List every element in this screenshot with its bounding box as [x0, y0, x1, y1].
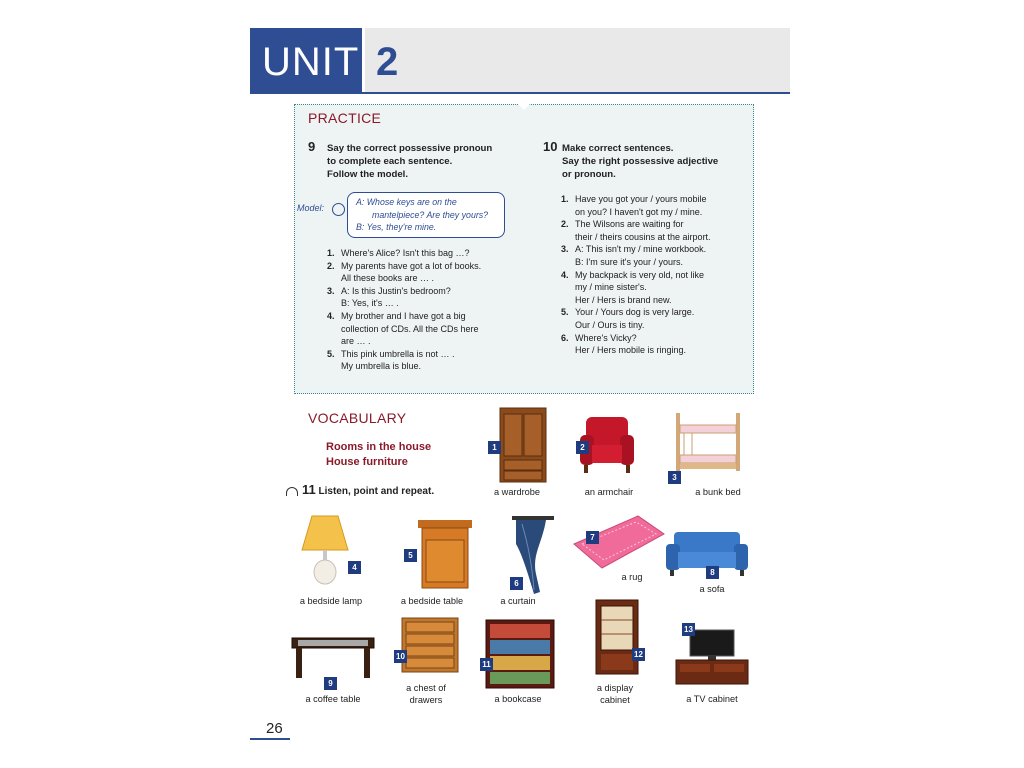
- item-line: collection of CDs. All the CDs here: [341, 323, 479, 334]
- item-number: 5.: [327, 348, 335, 359]
- list-item: [327, 285, 517, 310]
- unit-word: UNIT: [262, 40, 360, 84]
- instruction-line: or pronoun.: [562, 169, 616, 180]
- subtitle-furniture: House furniture: [326, 456, 408, 468]
- item-line: My parents have got a lot of books.: [341, 260, 482, 271]
- exercise-11: [286, 482, 434, 497]
- item-line: Her / Hers is brand new.: [575, 294, 672, 305]
- caption-bookcase: a bookcase: [494, 694, 542, 704]
- exercise-10-instruction: [562, 142, 718, 181]
- item-line: A: This isn't my / mine workbook.: [575, 244, 707, 255]
- exercise-9-instruction: [327, 142, 492, 181]
- item-number: 1.: [327, 248, 335, 258]
- instruction-line: Say the correct possessive pronoun: [327, 143, 493, 154]
- exercise-10-items: [561, 193, 751, 357]
- practice-box: [294, 104, 754, 394]
- item-line: My umbrella is blue.: [341, 361, 422, 372]
- item-number: 2.: [561, 219, 569, 230]
- subtitle-rooms: Rooms in the house: [326, 441, 432, 453]
- exercise-11-instruction: Listen, point and repeat.: [318, 486, 435, 497]
- list-item: [327, 348, 517, 373]
- item-badge: 1: [488, 441, 501, 454]
- item-number: 4.: [327, 310, 335, 321]
- item-line: Where's Vicky?: [575, 332, 637, 343]
- list-item: [327, 310, 517, 348]
- unit-number: 2: [376, 40, 399, 84]
- coffee-table-image: [290, 636, 376, 680]
- vocabulary-subtitles: [326, 440, 431, 470]
- item-number: 4.: [561, 269, 569, 280]
- item-line: Our / Ours is tiny.: [575, 319, 645, 330]
- item-line: B: I'm sure it's your / yours.: [575, 256, 683, 267]
- instruction-line: to complete each sentence.: [327, 156, 453, 167]
- instruction-line: Make correct sentences.: [562, 143, 674, 154]
- list-item: [327, 260, 517, 285]
- item-badge: 11: [480, 658, 493, 671]
- header-rule: [250, 92, 790, 94]
- caption-tv-cabinet: a TV cabinet: [686, 694, 738, 704]
- list-item: [561, 306, 751, 331]
- item-badge: 12: [632, 648, 645, 661]
- item-line: Have you got your / yours mobile: [575, 194, 707, 204]
- item-badge: 4: [348, 561, 361, 574]
- item-badge: 13: [682, 623, 695, 636]
- practice-box-notch: [514, 100, 534, 110]
- item-number: 3.: [561, 244, 569, 255]
- bunk-bed-image: [674, 411, 742, 473]
- caption-curtain: a curtain: [500, 596, 536, 606]
- chest-of-drawers-image: [400, 616, 460, 674]
- caption-wardrobe: a wardrobe: [494, 487, 540, 497]
- model-speech-bubble: [347, 192, 505, 238]
- caption-coffee-table: a coffee table: [305, 694, 361, 704]
- item-line: Her / Hers mobile is ringing.: [575, 345, 687, 356]
- page-number-rule: [250, 738, 290, 740]
- item-badge: 8: [706, 566, 719, 579]
- exercise-9-number: 9: [308, 139, 316, 154]
- item-line: are … .: [341, 336, 371, 347]
- item-line: on you? I haven't got my / mine.: [575, 206, 703, 217]
- item-line: Where's Alice? Isn't this bag …?: [341, 248, 470, 258]
- item-line: their / theirs cousins at the airport.: [575, 231, 711, 242]
- item-number: 6.: [561, 332, 569, 343]
- list-item: [561, 218, 751, 243]
- list-item: [561, 332, 751, 357]
- caption-sofa: a sofa: [699, 584, 725, 594]
- item-line: B: Yes, it's … .: [341, 298, 399, 309]
- exercise-9-items: [327, 247, 517, 373]
- caption-line: a display: [596, 683, 634, 693]
- item-line: All these books are … .: [341, 273, 435, 284]
- model-line: A: Whose keys are on the: [356, 197, 457, 207]
- model-line: B: Yes, they're mine.: [356, 222, 437, 232]
- exercise-11-number: 11: [302, 482, 316, 497]
- item-number: 1.: [561, 194, 569, 204]
- item-line: This pink umbrella is not … .: [341, 348, 455, 359]
- caption-line: drawers: [409, 695, 443, 705]
- item-line: My backpack is very old, not like: [575, 269, 705, 280]
- unit-separator: [362, 28, 365, 92]
- wardrobe-image: [498, 406, 548, 486]
- tv-cabinet-image: [674, 628, 750, 688]
- unit-label-box: [250, 28, 362, 92]
- item-line: The Wilsons are waiting for: [575, 219, 684, 230]
- practice-title: PRACTICE: [308, 110, 382, 126]
- item-badge: 7: [586, 531, 599, 544]
- caption-display-cabinet: [584, 682, 646, 706]
- model-label: Model:: [297, 203, 325, 213]
- item-number: 3.: [327, 285, 335, 296]
- exercise-10-number: 10: [543, 139, 558, 154]
- list-item: [327, 247, 517, 260]
- display-cabinet-image: [594, 598, 640, 676]
- headphones-icon[interactable]: [286, 487, 298, 496]
- speech-icon: [332, 203, 345, 216]
- item-line: my / mine sister's.: [575, 282, 647, 293]
- caption-bedside-table: a bedside table: [400, 596, 464, 606]
- bedside-lamp-image: [298, 514, 352, 588]
- bedside-table-image: [416, 518, 474, 592]
- item-badge: 6: [510, 577, 523, 590]
- item-number: 2.: [327, 260, 335, 271]
- textbook-page: [250, 28, 792, 746]
- caption-armchair: an armchair: [584, 487, 634, 497]
- item-badge: 10: [394, 650, 407, 663]
- item-line: A: Is this Justin's bedroom?: [341, 285, 451, 296]
- list-item: [561, 269, 751, 307]
- caption-bedside-lamp: a bedside lamp: [299, 596, 363, 606]
- item-line: My brother and I have got a big: [341, 310, 466, 321]
- caption-bunk-bed: a bunk bed: [695, 487, 741, 497]
- item-badge: 2: [576, 441, 589, 454]
- page-number: 26: [266, 720, 283, 737]
- caption-line: a chest of: [406, 683, 446, 693]
- caption-line: cabinet: [600, 695, 630, 705]
- instruction-line: Say the right possessive adjective: [562, 156, 719, 167]
- list-item: [561, 193, 751, 218]
- instruction-line: Follow the model.: [327, 169, 409, 180]
- item-badge: 5: [404, 549, 417, 562]
- bookcase-image: [484, 618, 556, 690]
- list-item: [561, 243, 751, 268]
- item-line: Your / Yours dog is very large.: [575, 307, 695, 318]
- model-line: mantelpiece? Are they yours?: [372, 209, 489, 220]
- vocabulary-title: VOCABULARY: [308, 410, 407, 426]
- caption-chest-of-drawers: [390, 682, 462, 706]
- caption-rug: a rug: [621, 572, 643, 582]
- item-number: 5.: [561, 307, 569, 318]
- item-badge: 9: [324, 677, 337, 690]
- item-badge: 3: [668, 471, 681, 484]
